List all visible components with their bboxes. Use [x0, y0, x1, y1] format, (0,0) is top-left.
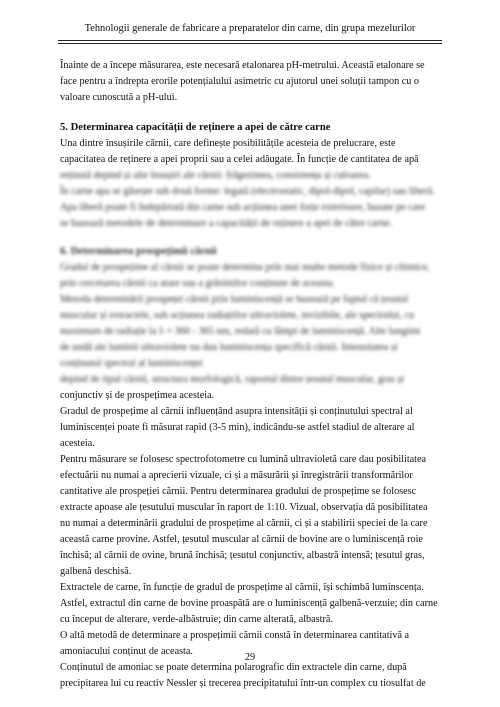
text-line: prin cercetarea cărnii ca atare sau a grăsimilor conținute de aceasta.	[60, 278, 335, 289]
text-line: această carne provine. Astfel, țesutul muscular al cărnii de bovine are o luminiscență roie	[60, 534, 423, 545]
text-line: precipitarea lui cu reactiv Nessler și trecerea precipitatului într-un complex cu tiosulfat de	[60, 678, 426, 689]
text-line: maximum de radiație la λ = 360 - 365 nm, redată cu lămpi de luminiscență. Alte lungimi	[60, 326, 421, 337]
text-line: Metoda determinării prospeței cărnii prin luminiscență se bazează pe faptul că țesutul	[60, 294, 409, 305]
text-line: acesteia.	[60, 438, 95, 449]
section-heading: 6. Determinarea prospețimii cărnii	[60, 246, 217, 257]
section-5	[60, 120, 444, 232]
text-line: efectuării nu numai a aprecierii vizuale, ci și a măsurării și înregistrării transformărilor	[60, 470, 413, 481]
text-line: Gradul de prospețime al cărnii se poate determina prin mai multe metode fizice și chimice,	[60, 262, 430, 273]
running-header: Tehnologii generale de fabricare a preparatelor din carne, din grupa mezelurilor	[58, 22, 442, 41]
text-line: extracte apoase ale țesutului muscular în raport de 1:10. Vizual, observația dă posibilitatea	[60, 502, 428, 513]
text-line: Pentru măsurare se folosesc spectrofotometre cu lumină ultravioletă care dau posibilitatea	[60, 454, 427, 465]
text-line: O altă metodă de determinare a prospețimii cărnii constă în determinarea cantitativă a	[60, 630, 410, 641]
text-line: de undă ale luminii ultraviolete nu dau luminiscența specifică cărnii. Intensitatea și	[60, 342, 398, 353]
text-line: nu numai a determinării gradului de prospețime al cărnii, ci și a stabilirii speciei de la care	[60, 518, 428, 529]
page-content	[60, 58, 444, 692]
text-line: În carne apa se găsește sub două forme: legată (electrostatic, dipol-dipol, capilar) sau liberă.	[60, 186, 435, 197]
intro-paragraph	[60, 58, 444, 106]
text-line: depind de tipul cărnii, structura morfologică, raportul dintre țesutul muscular, gras și	[60, 374, 405, 385]
text-line: luminiscenței poate fi măsurat rapid (3-5 min), indicându-se astfel stadiul de alterare al	[60, 422, 415, 433]
text-line: conținutul spectral al luminiscenței	[60, 358, 203, 369]
text-line: Astfel, extractul din carne de bovine proaspătă are o luminiscență galbenă-verzuie; din carne	[60, 598, 438, 609]
text-line: cu început de alterare, verde-albăstruie; din carne alterată, albastră.	[60, 614, 333, 625]
text-line: reținută depind și alte însușiri ale cărnii: frăgezimea, consistența și culoarea.	[60, 170, 371, 181]
text-line: capacitatea de reținere a apei proprii sau a celei adăugate. În funcție de cantitatea de apă	[60, 154, 419, 165]
text-line: amoniacului conținut de aceasta.	[60, 646, 193, 657]
text-line: Gradul de prospețime al cărnii influențând asupra intensității și conținutului spectral al	[60, 406, 413, 417]
text-line: Una dintre însușirile cărnii, care definește posibilitățile acesteia de prelucrare, este	[60, 138, 396, 149]
page-number: 29	[244, 652, 256, 663]
section-heading: 5. Determinarea capacității de reținere a apei de către carne	[60, 122, 331, 133]
text-line: muscular și extractele, sub acțiunea radiațiilor ultraviolete, invizibile, ale spectrului, cu	[60, 310, 415, 321]
text-line: se bazează metodele de determinare a capacității de reținere a apei de către carne.	[60, 218, 393, 229]
text-line: Apa liberă poate fi îndepărtată din carne sub acțiunea unei forțe exterioare, bazate pe care	[60, 202, 426, 213]
text-line: face pentru a îndrepta erorile potențialului asimetric cu ajutorul unei soluții tampon cu o	[60, 76, 419, 87]
text-line: galbenă deschisă.	[60, 566, 132, 577]
section-6-blurred	[60, 244, 444, 388]
text-line: închisă; al cărnii de ovine, brună închisă; țesutul conjunctiv, albastră intensă; țesutul gras,	[60, 550, 425, 561]
blurred-preview-text	[60, 168, 444, 232]
text-line: Înainte de a începe măsurarea, este necesară etalonarea pH-metrului. Această etalonare se	[60, 60, 425, 71]
text-line: valoare cunoscută a pH-ului.	[60, 92, 178, 103]
text-line: Extractele de carne, în funcție de gradul de prospețime al cărnii, își schimbă luminscența.	[60, 582, 424, 593]
text-line: conjunctiv și de prospețimea acesteia.	[60, 390, 215, 401]
body-paragraphs	[60, 388, 444, 692]
text-line: cantitative ale prospeției cărnii. Pentru determinarea gradului de prospețime se folosesc	[60, 486, 417, 497]
text-line: Conținutul de amoniac se poate determina polarografic din extractele din carne, după	[60, 662, 407, 673]
